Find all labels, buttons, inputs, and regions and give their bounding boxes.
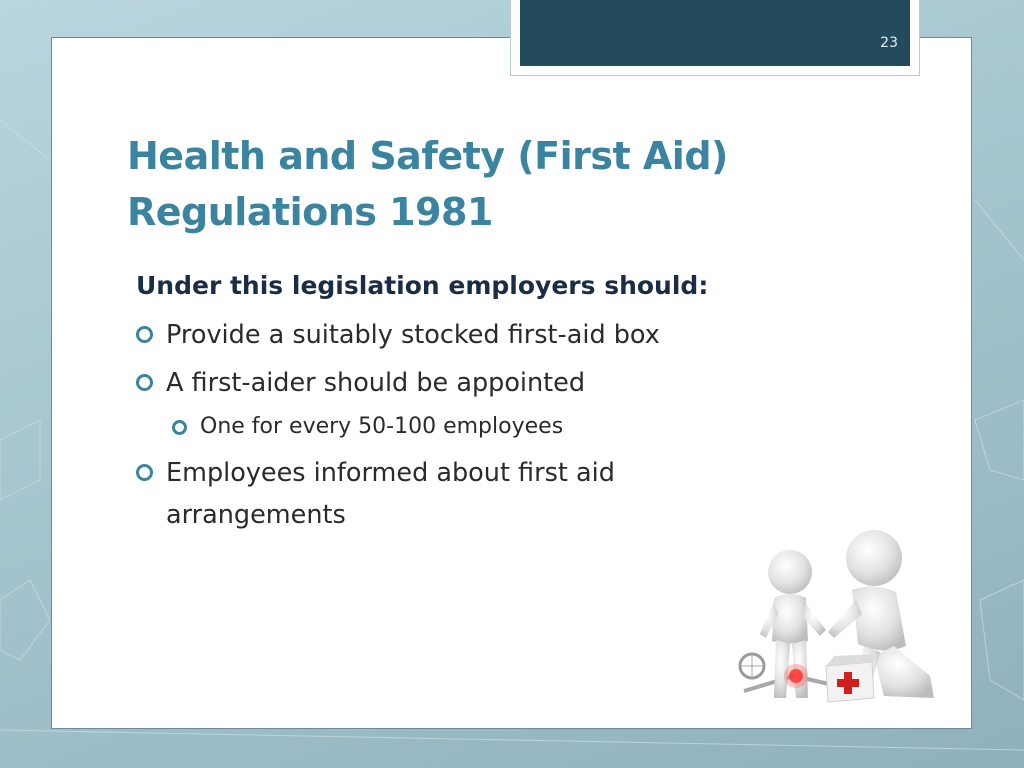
- bullet-text: Employees informed about first aid arrangements: [166, 458, 615, 530]
- bullet-ring-icon: [136, 374, 153, 391]
- intro-text: Under this legislation employers should:: [136, 271, 709, 300]
- bullet-ring-icon: [136, 326, 153, 343]
- bullet-ring-icon: [136, 464, 153, 481]
- bullet-ring-icon: [172, 420, 187, 435]
- bullet-item: [136, 314, 776, 356]
- sub-bullet-item: [172, 410, 772, 444]
- bullet-text: Provide a suitably stocked first-aid box: [166, 320, 660, 350]
- bullet-item: [136, 452, 776, 536]
- bullet-text: One for every 50-100 employees: [200, 414, 564, 439]
- slide-number: 23: [880, 35, 898, 51]
- slide-title: Health and Safety (First Aid) Regulations 1981: [127, 134, 728, 234]
- header-tab: [510, 0, 920, 76]
- bullet-text: A first-aider should be appointed: [166, 368, 586, 398]
- header-bar: [520, 0, 910, 66]
- first-aid-illustration: [734, 526, 938, 706]
- bullet-item: [136, 362, 776, 404]
